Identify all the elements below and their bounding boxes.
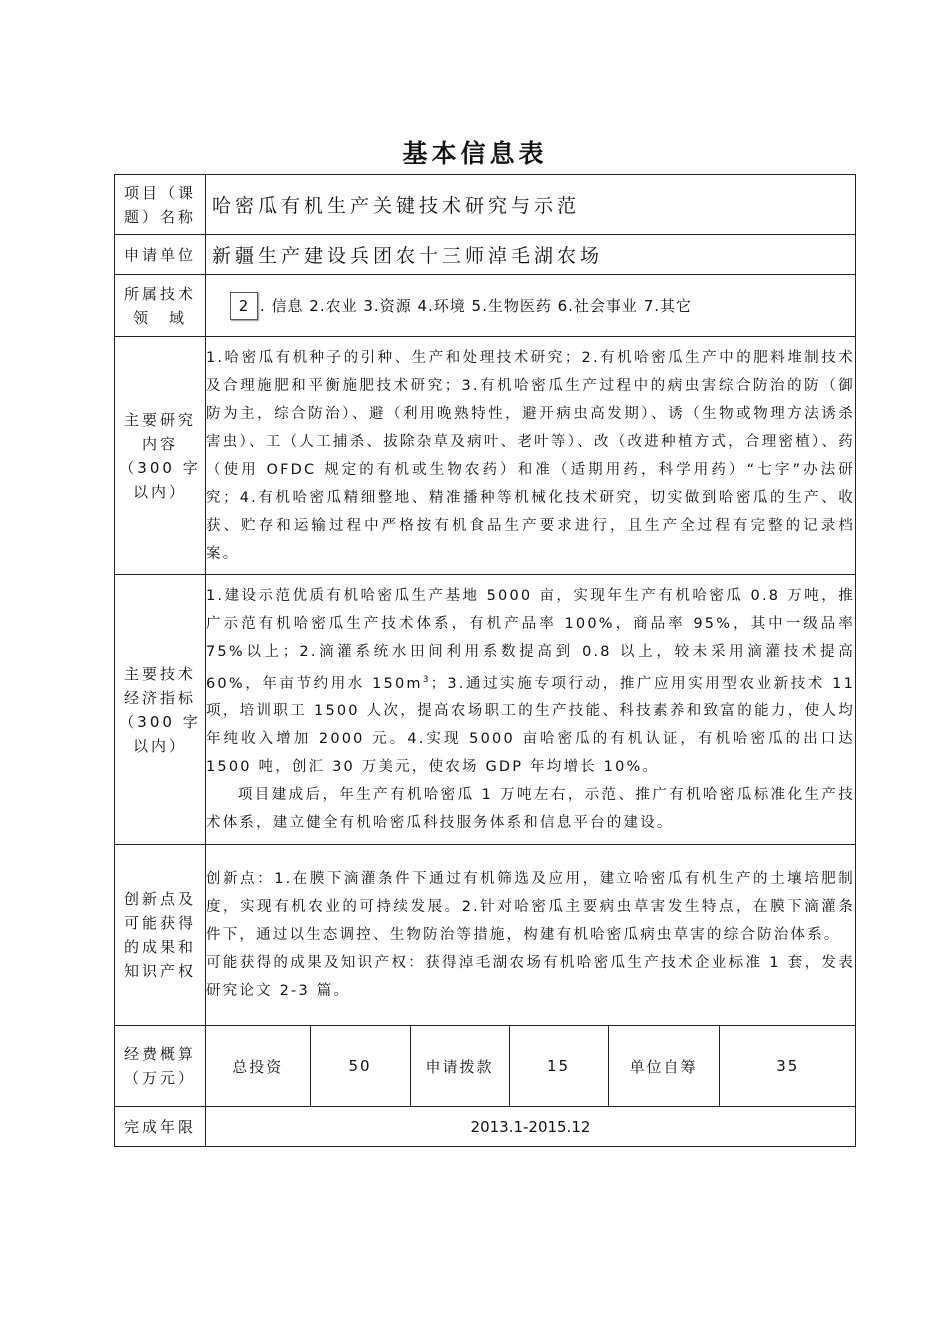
self-funding-value: 35 <box>719 1026 856 1106</box>
innovation-outcomes-text: 可能获得的成果及知识产权：获得淖毛湖农场有机哈密瓜生产技术企业标准 1 套，发表研究论文 2-3 篇。 <box>206 955 855 999</box>
innovation-points-text: 创新点：1.在膜下滴灌条件下通过有机筛选及应用，建立哈密瓜有机生产的土壤培肥制度，实现有机农业的可持续发展。2.针对哈密瓜主要病虫草害发生特点，在膜下滴灌条件下，通过以生态调控、生物防治等措施，构建有机哈密瓜病虫草害的综合防治体系。 <box>206 871 855 943</box>
period-value: 2013.1-2015.12 <box>206 1107 856 1147</box>
basic-info-table <box>114 174 856 1147</box>
budget-row <box>115 1026 856 1107</box>
budget-table <box>206 1026 856 1106</box>
tech-field-value-cell <box>206 275 856 337</box>
tech-field-label: 所属技术 领 域 <box>115 275 206 337</box>
indicators-row <box>115 575 856 845</box>
tech-field-options: . 信息 2.农业 3.资源 4.环境 5.生物医药 6.社会事业 7.其它 <box>260 297 693 315</box>
period-row <box>115 1107 856 1147</box>
research-content-cell <box>206 337 856 575</box>
period-label: 完成年限 <box>115 1107 206 1147</box>
applicant-label: 申请单位 <box>115 235 206 275</box>
grant-value: 15 <box>509 1026 608 1106</box>
innovation-row <box>115 845 856 1026</box>
innovation-cell <box>206 845 856 1026</box>
indicators-cell <box>206 575 856 845</box>
self-funding-label: 单位自筹 <box>608 1026 719 1106</box>
research-content-text: 1.哈密瓜有机种子的引种、生产和处理技术研究；2.有机哈密瓜生产中的肥料堆制技术及合理施肥和平衡施肥技术研究；3.有机哈密瓜生产过程中的病虫害综合防治的防（御防为主，综合防治）、避（利用晚熟特性，避开病虫高发期）、诱（生物或物理方法诱杀害虫）、工（人工捕杀、拔除杂草及病叶、老叶等）、改（改进种植方式，合理密植）、药（使用 OFDC 规定的有机或生物农药）和准（适期用药，科学用药）“七字”办法研究；4.有机哈密瓜精细整地、精准播种等机械化技术研究，切实做到哈密瓜的生产、收获、贮存和运输过程中严格按有机食品生产要求进行，且生产全过程有完整的记录档案。 <box>206 349 855 562</box>
research-content-label: 主要研究 内容 （300 字 以内） <box>115 337 206 575</box>
applicant-row <box>115 235 856 275</box>
grant-label: 申请拨款 <box>410 1026 509 1106</box>
page-title: 基本信息表 <box>402 139 548 168</box>
applicant-value: 新疆生产建设兵团农十三师淖毛湖农场 <box>212 245 604 267</box>
project-name-value-cell <box>206 175 856 235</box>
innovation-label: 创新点及 可能获得 的成果和 知识产权 <box>115 845 206 1026</box>
project-name-row <box>115 175 856 235</box>
total-investment-label: 总投资 <box>232 1057 284 1076</box>
research-content-row <box>115 337 856 575</box>
total-investment-value: 50 <box>310 1026 410 1106</box>
tech-field-selection-box[interactable]: 2 <box>230 292 258 320</box>
budget-cell <box>206 1026 856 1107</box>
tech-field-row <box>115 275 856 337</box>
project-name-label: 项目（课 题）名称 <box>115 175 206 235</box>
applicant-value-cell <box>206 235 856 275</box>
indicators-label: 主要技术 经济指标 （300 字 以内） <box>115 575 206 845</box>
budget-label: 经费概算 （万元） <box>115 1026 206 1107</box>
indicators-summary-text: 项目建成后，年生产有机哈密瓜 1 万吨左右，示范、推广有机哈密瓜标准化生产技术体系，建立健全有机哈密瓜科技服务体系和信息平台的建设。 <box>206 787 855 832</box>
project-name-value: 哈密瓜有机生产关键技术研究与示范 <box>212 195 581 217</box>
indicators-text: 1.建设示范优质有机哈密瓜生产基地 5000 亩，实现年生产有机哈密瓜 0.8 万吨，推广示范有机哈密瓜生产技术体系，有机产品率 100%，商品率 95%，其中一级品率 75%以上；2.滴灌系统水田间利用系数提高到 0.8 以上，较未采用滴灌技术提高 60%，年亩节约用水 $150m^3$；3.通过实施专项行动，推广应用实用型农业新技术 11 项，培训职工 1500 人次，提高农场职工的生产技能、科技素养和致富的能力，使人均年纯收入增加 2000 元。4.实现 5000 亩哈密瓜的有机认证，有机哈密瓜的出口达 1500 吨，创汇 30 万美元，使农场 GDP 年均增长 10%。 <box>206 587 856 776</box>
